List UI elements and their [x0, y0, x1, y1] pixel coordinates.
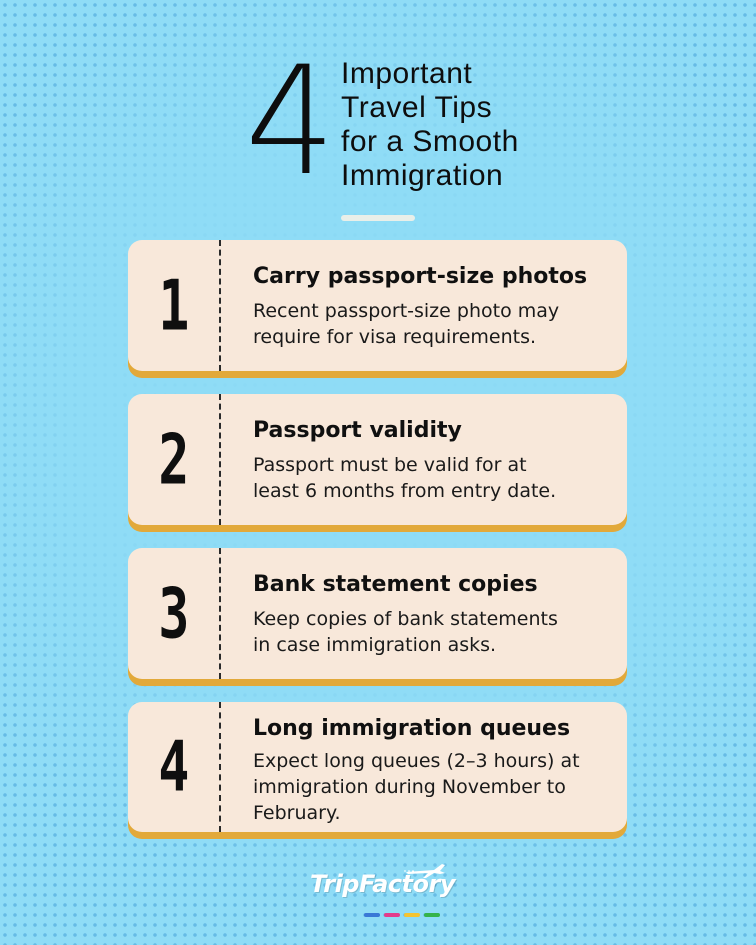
tip-description: Passport must be valid for at least 6 months from entry date. — [253, 454, 557, 502]
tip-heading: Carry passport-size photos — [253, 264, 588, 289]
title-block — [245, 35, 545, 209]
dashed-separator — [219, 240, 221, 371]
divider — [341, 215, 415, 221]
tip-heading: Passport validity — [253, 418, 462, 443]
brand-logo — [304, 866, 455, 926]
tip-card-1 — [128, 240, 627, 371]
tip-description: Expect long queues (2–3 hours) at immigration during November to February. — [253, 750, 580, 824]
logo-color-bar — [404, 913, 420, 917]
tip-heading: Long immigration queues — [253, 716, 571, 741]
tip-card-3 — [128, 548, 627, 679]
tip-number: 1 — [157, 265, 190, 346]
logo-color-bar — [364, 913, 380, 917]
dashed-separator — [219, 548, 221, 679]
tip-number: 2 — [157, 419, 190, 500]
dashed-separator — [219, 394, 221, 525]
title-line: Immigration — [341, 159, 504, 192]
title-line: for a Smooth — [341, 125, 519, 158]
tip-description: Keep copies of bank statements in case immigration asks. — [253, 608, 558, 656]
title-line: Important — [341, 57, 473, 90]
tip-description: Recent passport-size photo may require for visa requirements. — [253, 300, 560, 348]
dashed-separator — [219, 702, 221, 832]
title-line: Travel Tips — [341, 91, 493, 124]
tip-heading: Bank statement copies — [253, 572, 538, 597]
logo-text: TripFactory — [310, 870, 455, 898]
title-text — [341, 57, 519, 193]
logo-color-bar — [424, 913, 440, 917]
title-number: 4 — [245, 35, 336, 209]
tip-card-4 — [128, 702, 627, 832]
tip-number: 3 — [157, 573, 190, 654]
logo-color-bar — [384, 913, 400, 917]
tip-card-2 — [128, 394, 627, 525]
tip-number: 4 — [157, 726, 190, 808]
